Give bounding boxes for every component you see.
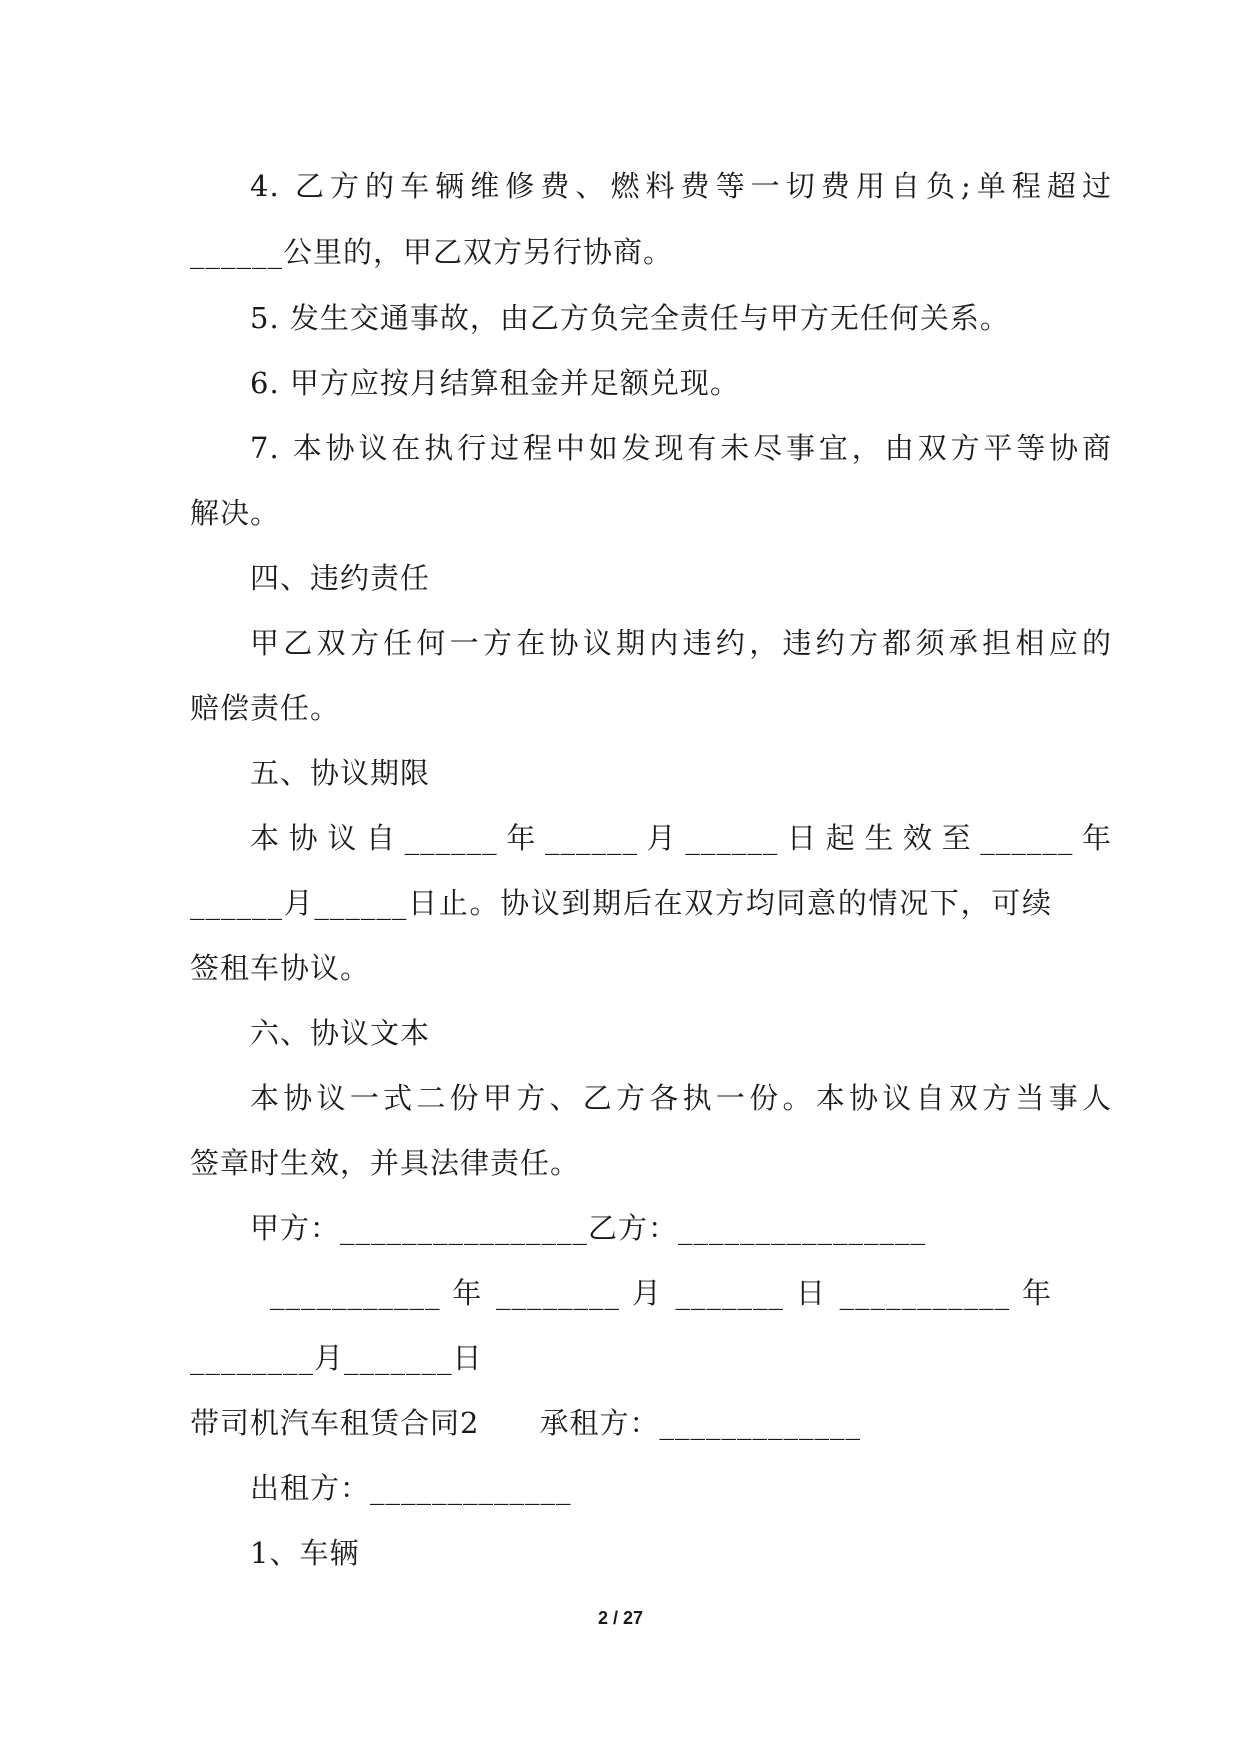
term-text-line-3: 签租车协议。 (190, 951, 371, 985)
term-text-line-1: 本协议自______年______月______日起生效至______年 (250, 821, 1112, 855)
section-heading-term: 五、协议期限 (250, 756, 431, 790)
lessor-field: 出租方：_____________ (250, 1471, 572, 1505)
term-text-line-2: ______月______日止。协议到期后在双方均同意的情况下，可续 (190, 886, 1052, 920)
clause-7-line-1: 7. 本协议在执行过程中如发现有未尽事宜，由双方平等协商 (250, 431, 1112, 465)
vehicle-section-heading: 1、车辆 (250, 1536, 360, 1570)
section-heading-text: 六、协议文本 (250, 1016, 431, 1050)
copies-text-line-1: 本协议一式二份甲方、乙方各执一份。本协议自双方当事人 (250, 1081, 1112, 1115)
breach-text-line-2: 赔偿责任。 (190, 691, 341, 725)
breach-text-line-1: 甲乙双方任何一方在协议期内违约，违约方都须承担相应的 (250, 626, 1112, 660)
signature-parties: 甲方：________________乙方：________________ (250, 1211, 927, 1245)
clause-6: 6. 甲方应按月结算租金并足额兑现。 (250, 366, 740, 400)
clause-5: 5. 发生交通事故，由乙方负完全责任与甲方无任何关系。 (250, 301, 1010, 335)
contract-2-title-lessee: 带司机汽车租赁合同2 承租方：_____________ (190, 1406, 861, 1440)
clause-4-line-1: 4. 乙方的车辆维修费、燃料费等一切费用自负;单程超过 (250, 169, 1112, 203)
signature-dates-line-1: ___________ 年 ________ 月 _______ 日 ___________ 年 (270, 1276, 1052, 1310)
section-heading-breach: 四、违约责任 (250, 561, 431, 595)
signature-dates-line-2: ________月_______日 (190, 1341, 483, 1375)
copies-text-line-2: 签章时生效，并具法律责任。 (190, 1146, 581, 1180)
clause-4-line-2: ______公里的，甲乙双方另行协商。 (190, 235, 674, 269)
page-number: 2 / 27 (597, 1608, 644, 1628)
clause-7-line-2: 解决。 (190, 496, 281, 530)
